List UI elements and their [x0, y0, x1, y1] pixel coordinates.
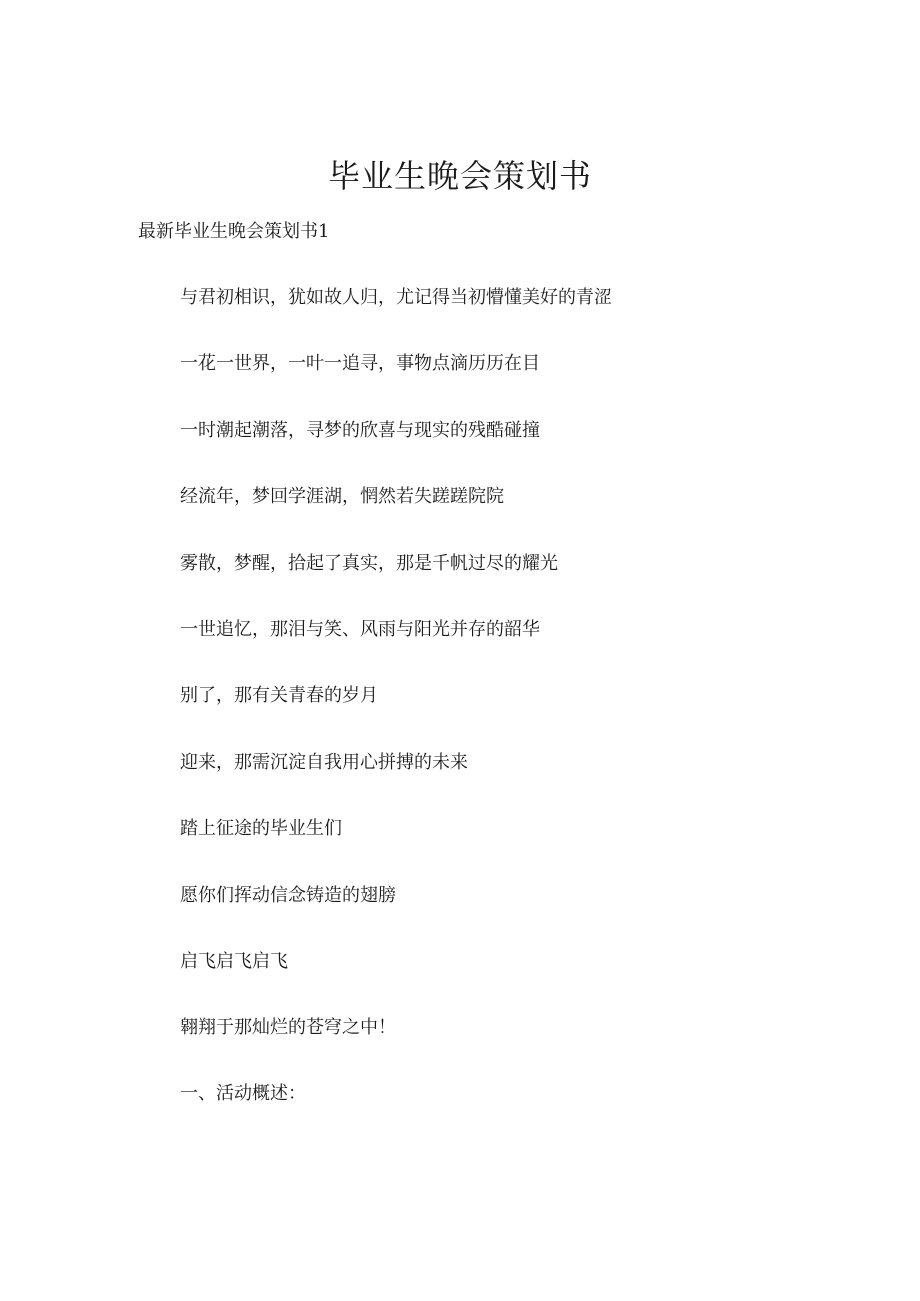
section-heading: 最新毕业生晚会策划书1 [138, 221, 330, 242]
poem-line: 一世追忆，那泪与笑、风雨与阳光并存的韶华 [180, 618, 540, 640]
poem-line: 启飞启飞启飞 [180, 950, 288, 972]
poem-line: 一时潮起潮落，寻梦的欣喜与现实的残酷碰撞 [180, 419, 540, 441]
poem-lines [180, 284, 612, 1081]
poem-line: 踏上征途的毕业生们 [180, 818, 342, 840]
poem-line: 一花一世界，一叶一追寻，事物点滴历历在目 [180, 353, 540, 375]
document-title: 毕业生晚会策划书 [327, 157, 592, 195]
poem-line: 经流年，梦回学涯湖，惘然若失蹉蹉院院 [180, 486, 504, 508]
poem-line: 愿你们挥动信念铸造的翅膀 [180, 884, 396, 906]
poem-line: 与君初相识，犹如故人归，尤记得当初懵懂美好的青涩 [180, 287, 612, 308]
poem-line: 雾散，梦醒，拾起了真实，那是千帆过尽的耀光 [180, 552, 558, 574]
poem-line: 别了，那有关青春的岁月 [180, 685, 378, 707]
activity-overview-heading: 一、活动概述： [180, 1083, 306, 1104]
poem-line: 迎来，那需沉淀自我用心拼搏的未来 [180, 751, 468, 773]
poem-line: 翱翔于那灿烂的苍穹之中！ [180, 1017, 396, 1039]
